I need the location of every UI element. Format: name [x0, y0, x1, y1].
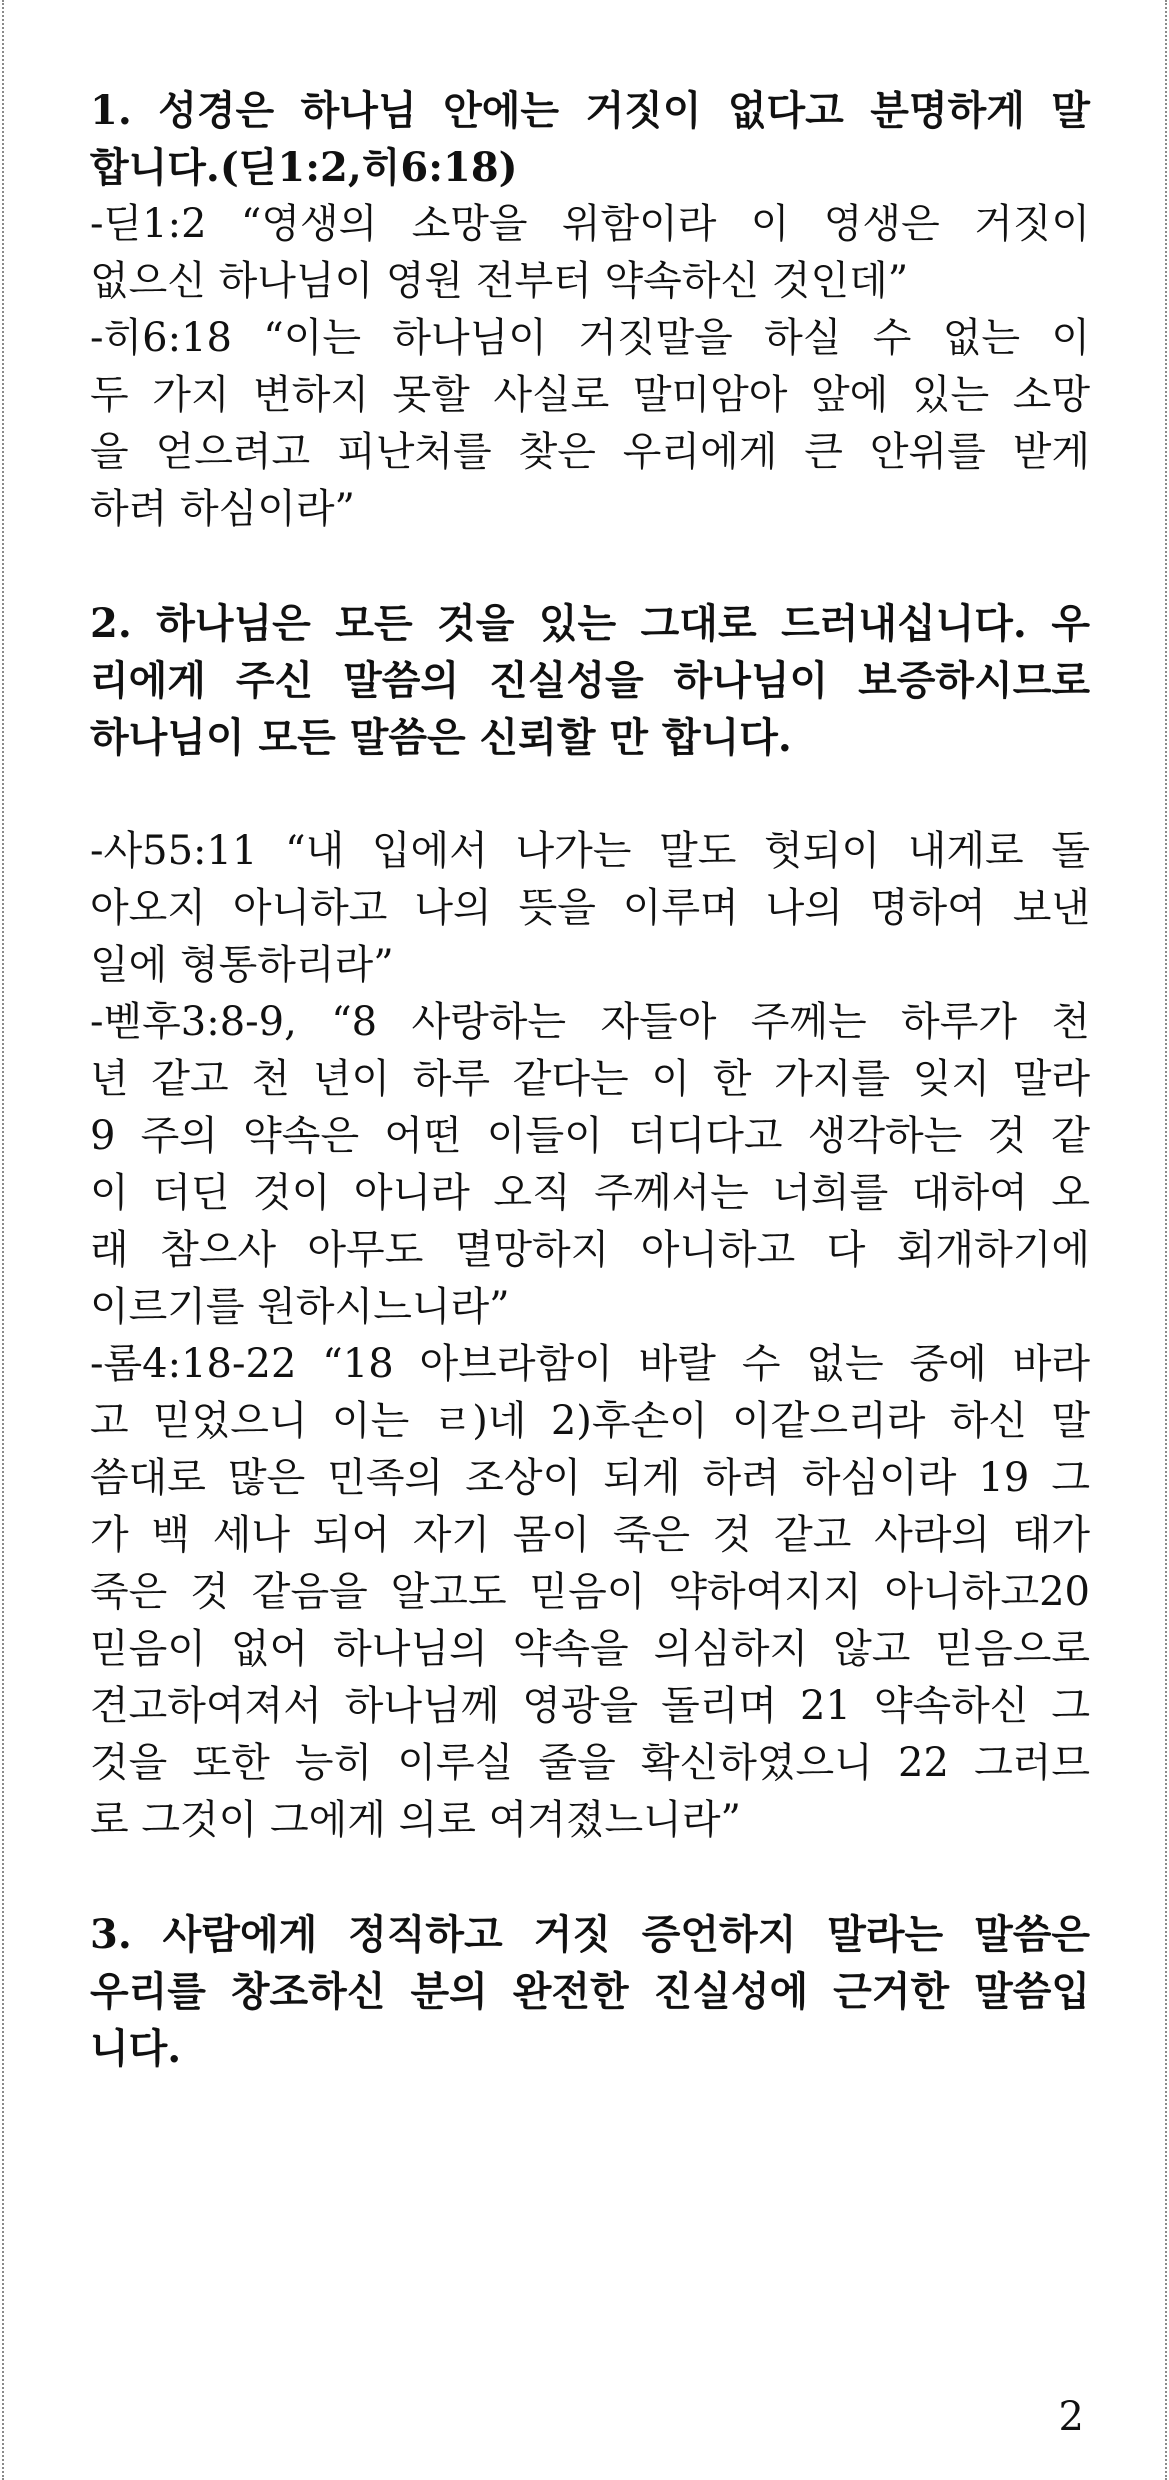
- quote-line: -사55:11 “내 입에서 나가는 말도 헛되이 내게로 돌: [90, 828, 1090, 874]
- quote-line: 로 그것이 그에게 의로 여겨졌느니라”: [90, 1797, 741, 1843]
- paragraph-gap: [90, 766, 1090, 823]
- quote-line: 아오지 아니하고 나의 뜻을 이루며 나의 명하여 보낸: [90, 885, 1090, 931]
- quote-titus-1-2: [90, 196, 1090, 310]
- heading-line: 3. 사람에게 정직하고 거짓 증언하지 말라는 말씀은: [90, 1911, 1090, 1958]
- quote-line: 이르기를 원하시느니라”: [90, 1284, 510, 1330]
- quote-line: 두 가지 변하지 못할 사실로 말미암아 앞에 있는 소망: [90, 372, 1090, 418]
- section-2-heading: [90, 595, 1090, 766]
- heading-line: 합니다.(딛1:2,히6:18): [90, 144, 518, 191]
- quote-hebrews-6-18: [90, 310, 1090, 538]
- quote-line: -딛1:2 “영생의 소망을 위함이라 이 영생은 거짓이: [90, 201, 1090, 247]
- paragraph-gap: [90, 538, 1090, 595]
- quote-line: 고 믿었으니 이는 ㄹ)네 2)후손이 이같으리라 하신 말: [90, 1398, 1090, 1444]
- quote-line: 9 주의 약속은 어떤 이들이 더디다고 생각하는 것 같: [90, 1113, 1090, 1159]
- heading-line: 우리를 창조하신 분의 완전한 진실성에 근거한 말씀입: [90, 1968, 1090, 2015]
- quote-line: 이 더딘 것이 아니라 오직 주께서는 너희를 대하여 오: [90, 1170, 1090, 1216]
- quote-line: 일에 형통하리라”: [90, 942, 394, 988]
- heading-line: 니다.: [90, 2025, 182, 2072]
- quote-line: 견고하여져서 하나님께 영광을 돌리며 21 약속하신 그: [90, 1683, 1090, 1729]
- section-1-heading: [90, 82, 1090, 196]
- section-1: [90, 82, 1090, 538]
- heading-line: 하나님이 모든 말씀은 신뢰할 만 합니다.: [90, 714, 792, 761]
- quote-line: -벧후3:8-9, “8 사랑하는 자들아 주께는 하루가 천: [90, 999, 1090, 1045]
- document-body: [90, 82, 1090, 2077]
- page-edge-left: [2, 0, 4, 2480]
- section-3: [90, 1906, 1090, 2077]
- quote-line: -롬4:18-22 “18 아브라함이 바랄 수 없는 중에 바라: [90, 1341, 1090, 1387]
- heading-line: 2. 하나님은 모든 것을 있는 그대로 드러내십니다. 우: [90, 600, 1090, 647]
- quote-line: 것을 또한 능히 이루실 줄을 확신하였으니 22 그러므: [90, 1740, 1090, 1786]
- paragraph-gap: [90, 1849, 1090, 1906]
- section-3-heading: [90, 1906, 1090, 2077]
- section-2: [90, 595, 1090, 1849]
- quote-romans-4-18-22: [90, 1336, 1090, 1849]
- quote-line: 죽은 것 같음을 알고도 믿음이 약하여지지 아니하고20: [90, 1569, 1090, 1615]
- heading-line: 리에게 주신 말씀의 진실성을 하나님이 보증하시므로: [90, 657, 1090, 704]
- quote-line: 을 얻으려고 피난처를 찾은 우리에게 큰 안위를 받게: [90, 429, 1090, 475]
- quote-line: 년 같고 천 년이 하루 같다는 이 한 가지를 잊지 말라: [90, 1056, 1090, 1102]
- quote-line: 없으신 하나님이 영원 전부터 약속하신 것인데”: [90, 258, 909, 304]
- quote-line: 믿음이 없어 하나님의 약속을 의심하지 않고 믿음으로: [90, 1626, 1090, 1672]
- page-number: 2: [1058, 2394, 1084, 2440]
- page-edge-right: [1165, 0, 1167, 2480]
- quote-line: 하려 하심이라”: [90, 486, 356, 532]
- quote-line: 가 백 세나 되어 자기 몸이 죽은 것 같고 사라의 태가: [90, 1512, 1090, 1558]
- heading-line: 1. 성경은 하나님 안에는 거짓이 없다고 분명하게 말: [90, 87, 1090, 134]
- quote-isaiah-55-11: [90, 823, 1090, 994]
- quote-line: 래 참으사 아무도 멸망하지 아니하고 다 회개하기에: [90, 1227, 1090, 1273]
- quote-line: -히6:18 “이는 하나님이 거짓말을 하실 수 없는 이: [90, 315, 1090, 361]
- quote-2peter-3-8-9: [90, 994, 1090, 1336]
- quote-line: 씀대로 많은 민족의 조상이 되게 하려 하심이라 19 그: [90, 1455, 1090, 1501]
